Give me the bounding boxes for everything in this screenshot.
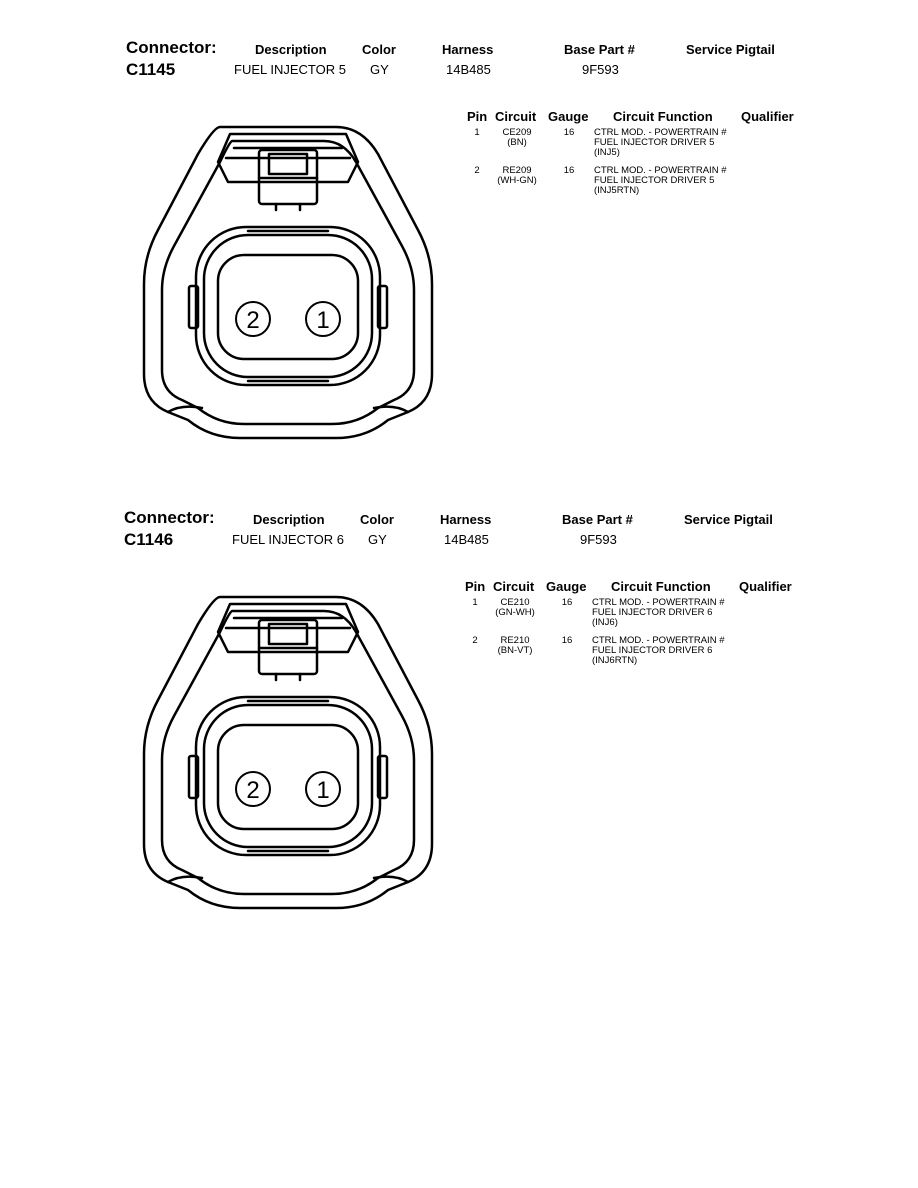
connector-id: C1146 [124,530,174,549]
pin-number: 2 [474,165,480,176]
pin-number: 1 [474,127,480,138]
function-line: (INJ5) [594,147,620,158]
circuit-header: Circuit [493,579,535,594]
pin-gauge: 16 [563,165,575,176]
qualifier-header: Qualifier [741,109,794,124]
pin-header: Pin [467,109,488,124]
harness-value: 14B485 [446,62,491,77]
color-header: Color [362,42,396,57]
connector-face-drawing [126,582,450,912]
function-line: CTRL MOD. - POWERTRAIN # [592,597,725,608]
circuit-header: Circuit [495,109,537,124]
pin-label: 2 [246,307,260,334]
color-header: Color [360,512,394,527]
function-header: Circuit Function [611,579,711,594]
function-line: CTRL MOD. - POWERTRAIN # [594,127,727,138]
function-line: CTRL MOD. - POWERTRAIN # [592,635,725,646]
pin-number: 2 [472,635,478,646]
harness-value: 14B485 [444,532,489,547]
qualifier-header: Qualifier [739,579,792,594]
description-value: FUEL INJECTOR 6 [232,532,344,547]
base-part-header: Base Part # [564,42,635,57]
connector-label: Connector: [126,38,217,57]
connector-face-drawing [126,112,450,442]
pin-circuit [485,598,545,618]
pin-label: 1 [316,777,330,804]
pin-function [594,166,764,196]
circuit-id: RE210 [500,635,530,646]
description-header: Description [255,42,327,57]
base-part-header: Base Part # [562,512,633,527]
base-part-value: 9F593 [580,532,617,547]
wire-color: (WH-GN) [497,175,537,186]
function-header: Circuit Function [613,109,713,124]
pin-function [594,128,764,158]
pin-circuit [487,166,547,186]
gauge-header: Gauge [548,109,589,124]
function-line: (INJ6RTN) [592,655,638,666]
connector-block-c1146 [0,470,918,930]
color-value: GY [370,62,389,77]
color-value: GY [368,532,387,547]
pin-label: 2 [246,777,260,804]
circuit-id: RE209 [502,165,532,176]
pin-gauge: 16 [561,597,573,608]
service-pigtail-header: Service Pigtail [684,512,773,527]
pin-gauge: 16 [563,127,575,138]
pin-number: 1 [472,597,478,608]
harness-header: Harness [442,42,494,57]
description-value: FUEL INJECTOR 5 [234,62,346,77]
base-part-value: 9F593 [582,62,619,77]
wire-color: (BN) [507,137,527,148]
harness-header: Harness [440,512,492,527]
pin-header: Pin [465,579,486,594]
service-pigtail-header: Service Pigtail [686,42,775,57]
pin-gauge: 16 [561,635,573,646]
function-line: FUEL INJECTOR DRIVER 6 [592,607,713,618]
function-line: FUEL INJECTOR DRIVER 5 [594,175,715,186]
connector-label: Connector: [124,508,215,527]
connector-id: C1145 [126,60,176,79]
wire-color: (GN-WH) [495,607,535,618]
wire-color: (BN-VT) [497,645,533,656]
function-line: CTRL MOD. - POWERTRAIN # [594,165,727,176]
circuit-id: CE209 [502,127,532,138]
function-line: FUEL INJECTOR DRIVER 5 [594,137,715,148]
function-line: (INJ6) [592,617,618,628]
gauge-header: Gauge [546,579,587,594]
description-header: Description [253,512,325,527]
pin-label: 1 [316,307,330,334]
pin-circuit [485,636,545,656]
pin-function [592,636,762,666]
function-line: FUEL INJECTOR DRIVER 6 [592,645,713,656]
connector-block-c1145 [0,0,918,460]
pin-circuit [487,128,547,148]
pin-function [592,598,762,628]
circuit-id: CE210 [500,597,530,608]
function-line: (INJ5RTN) [594,185,640,196]
